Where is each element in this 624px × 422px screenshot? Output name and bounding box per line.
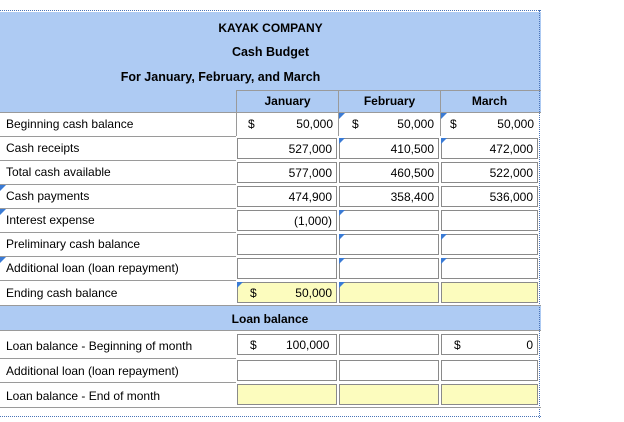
row-label-total-cash-available: Total cash available (6, 165, 111, 179)
cash-receipts-january: 527,000 (288, 142, 332, 156)
loan-ending-march-cell[interactable] (441, 384, 538, 405)
row-separator (0, 382, 236, 383)
cell-marker (339, 210, 345, 216)
total-cash-february: 460,500 (390, 166, 434, 180)
row-label-ending-cash-balance: Ending cash balance (6, 286, 118, 300)
row-label-additional-loan: Additional loan (loan repayment) (6, 261, 179, 275)
row-separator (0, 184, 236, 185)
interest-expense-january-cell[interactable] (237, 210, 337, 231)
beginning-cash-march: 50,000 (497, 117, 534, 131)
cash-payments-march-cell[interactable] (441, 186, 538, 207)
column-header-february: February (363, 94, 416, 108)
loan-beginning-february-cell[interactable] (339, 334, 439, 355)
row-label-cash-receipts: Cash receipts (6, 141, 80, 155)
loan-beginning-march: 0 (526, 338, 533, 352)
cell-marker (339, 138, 345, 144)
row-label-cash-payments: Cash payments (6, 189, 90, 203)
cell-marker (441, 234, 447, 240)
dollar-sign: $ (352, 117, 359, 131)
ending-cash-january: 50,000 (295, 286, 332, 300)
header-divider (236, 90, 237, 112)
cash-receipts-february: 410,500 (390, 142, 434, 156)
cash-payments-january: 474,900 (288, 190, 332, 204)
cell-marker (339, 258, 345, 264)
row-label-preliminary-cash-balance: Preliminary cash balance (6, 237, 141, 251)
row-separator (0, 358, 236, 359)
cell-marker (441, 258, 447, 264)
total-cash-march-cell[interactable] (441, 162, 538, 183)
total-cash-january-cell[interactable] (237, 162, 337, 183)
dollar-sign: $ (250, 338, 257, 352)
row-label-beginning-cash: Beginning cash balance (6, 117, 134, 131)
row-separator (0, 112, 541, 113)
beginning-cash-january: 50,000 (296, 117, 333, 131)
loan-beginning-march-cell[interactable] (441, 334, 538, 355)
cash-receipts-february-cell[interactable] (339, 138, 439, 159)
company-title: KAYAK COMPANY (218, 21, 323, 35)
cash-payments-february: 358,400 (390, 190, 434, 204)
cell-marker (339, 234, 345, 240)
cell-marker (441, 113, 447, 119)
row-label-loan-additional: Additional loan (loan repayment) (6, 364, 179, 378)
cash-payments-january-cell[interactable] (237, 186, 337, 207)
cell-marker (441, 138, 447, 144)
total-cash-february-cell[interactable] (339, 162, 439, 183)
cell-marker (237, 282, 243, 288)
row-label-loan-beginning: Loan balance - Beginning of month (6, 339, 193, 353)
row-separator (0, 330, 541, 331)
interest-expense-february-cell[interactable] (339, 210, 439, 231)
cell-marker (0, 185, 6, 191)
period-title: For January, February, and March (120, 70, 321, 84)
cash-receipts-march-cell[interactable] (441, 138, 538, 159)
row-label-loan-ending: Loan balance - End of month (6, 389, 161, 403)
ending-cash-march-cell[interactable] (441, 282, 538, 303)
dollar-sign: $ (454, 338, 461, 352)
interest-expense-january: (1,000) (293, 214, 332, 228)
header-divider (338, 90, 339, 112)
row-separator (0, 160, 236, 161)
total-cash-january: 577,000 (288, 166, 332, 180)
cash-receipts-january-cell[interactable] (237, 138, 337, 159)
additional-loan-february-cell[interactable] (339, 258, 439, 279)
bottom-dotted-border (0, 416, 541, 417)
column-header-january: January (264, 94, 311, 108)
loan-additional-january-cell[interactable] (237, 360, 337, 381)
additional-loan-march-cell[interactable] (441, 258, 538, 279)
row-label-interest-expense: Interest expense (6, 213, 95, 227)
loan-additional-march-cell[interactable] (441, 360, 538, 381)
ending-cash-january-cell[interactable] (237, 282, 337, 303)
ending-cash-february-cell[interactable] (339, 282, 439, 303)
total-cash-march: 522,000 (489, 166, 533, 180)
dollar-sign: $ (450, 117, 457, 131)
loan-balance-heading: Loan balance (231, 312, 309, 326)
row-separator (0, 208, 236, 209)
statement-title: Cash Budget (231, 45, 310, 59)
row-separator (0, 232, 236, 233)
loan-additional-february-cell[interactable] (339, 360, 439, 381)
cell-marker (0, 257, 6, 263)
row-separator (0, 407, 541, 408)
cell-divider (236, 112, 237, 136)
top-dotted-border (0, 10, 541, 11)
row-separator (0, 305, 541, 306)
loan-ending-february-cell[interactable] (339, 384, 439, 405)
column-header-march: March (471, 94, 508, 108)
loan-beginning-january-cell[interactable] (237, 334, 337, 355)
dollar-sign: $ (250, 286, 257, 300)
dollar-sign: $ (248, 117, 255, 131)
right-dotted-border (539, 10, 540, 418)
interest-expense-march-cell[interactable] (441, 210, 538, 231)
loan-beginning-january: 100,000 (286, 338, 330, 352)
cell-marker (339, 113, 345, 119)
preliminary-march-cell[interactable] (441, 234, 538, 255)
header-rule (236, 90, 541, 91)
preliminary-january-cell[interactable] (237, 234, 337, 255)
loan-ending-january-cell[interactable] (237, 384, 337, 405)
additional-loan-january-cell[interactable] (237, 258, 337, 279)
row-separator (0, 280, 236, 281)
header-divider (440, 90, 441, 112)
row-separator (0, 256, 236, 257)
cash-payments-february-cell[interactable] (339, 186, 439, 207)
preliminary-february-cell[interactable] (339, 234, 439, 255)
cash-receipts-march: 472,000 (489, 142, 533, 156)
cash-payments-march: 536,000 (489, 190, 533, 204)
row-separator (0, 136, 236, 137)
cell-marker (0, 209, 6, 215)
cell-marker (339, 282, 345, 288)
beginning-cash-february: 50,000 (397, 117, 434, 131)
